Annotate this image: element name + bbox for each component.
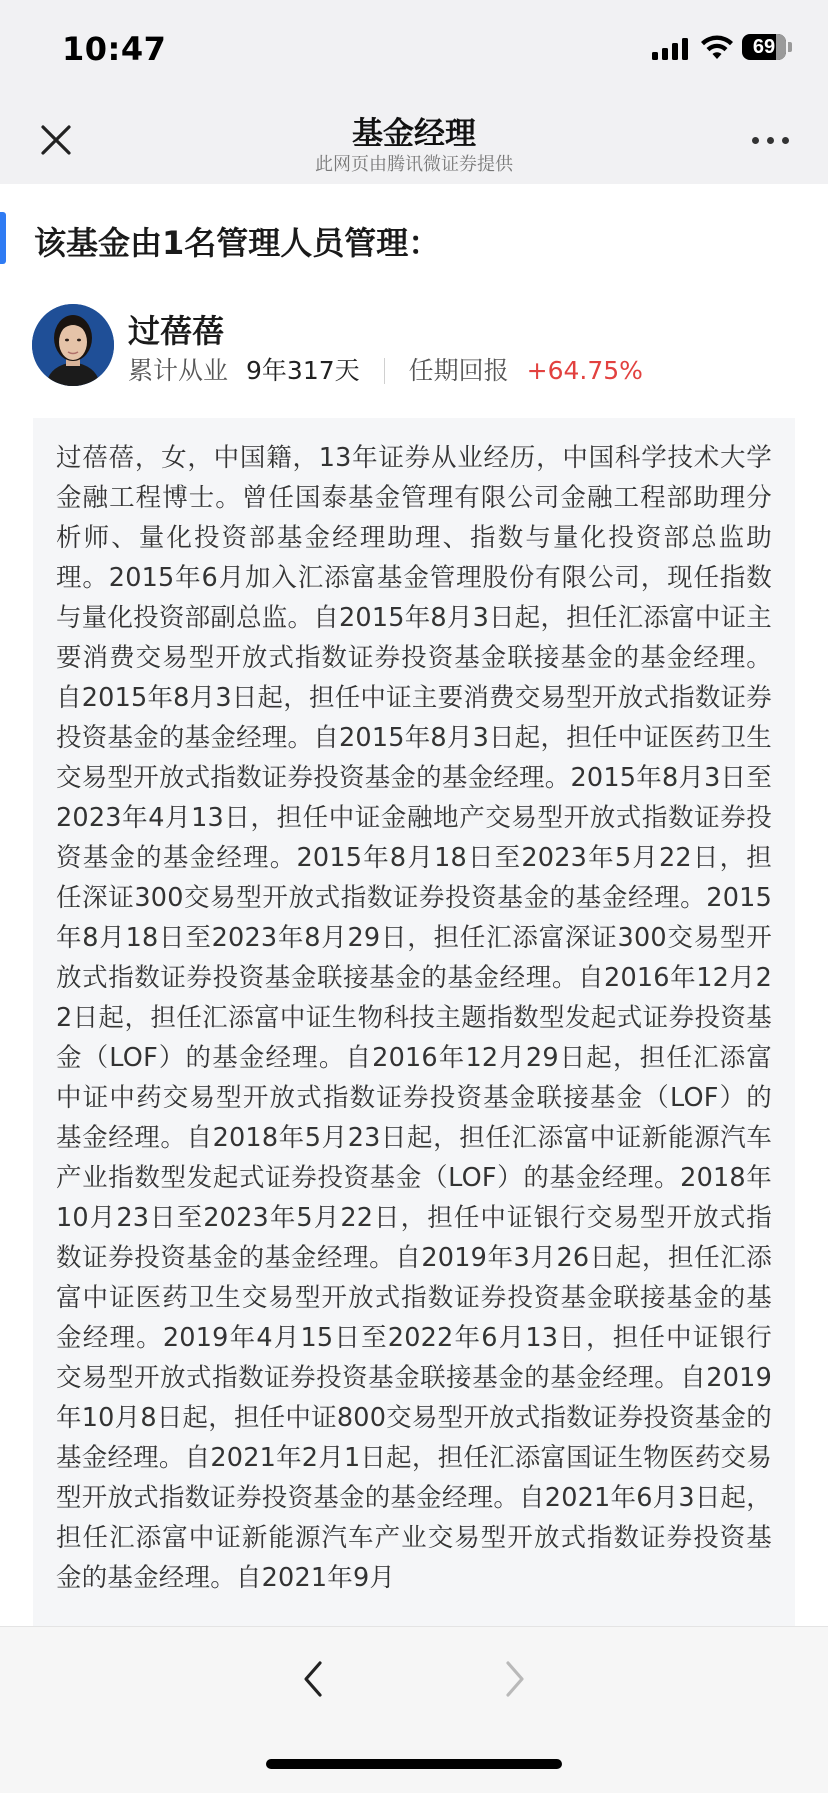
return-value: +64.75% (526, 356, 643, 385)
page-title: 基金经理 (352, 116, 476, 152)
chevron-left-icon[interactable] (292, 1655, 336, 1703)
manager-bio-text: 过蓓蓓，女，中国籍，13年证券从业经历，中国科学技术大学金融工程博士。曾任国泰基金管理有限公司金融工程部助理分析师、量化投资部基金经理助理、指数与量化投资部总监助理。2015年6月加入汇添富基金管理股份有限公司，现任指数与量化投资部副总监。自2015年8月3日起，担任汇添富中证主要消费交易型开放式指数证券投资基金联接基金的基金经理。自2015年8月3日起，担任中证主要消费交易型开放式指数证券投资基金的基金经理。自2015年8月3日起，担任中证医药卫生交易型开放式指数证券投资基金的基金经理。2015年8月3日至2023年4月13日，担任中证金融地产交易型开放式指数证券投资基金的基金经理。2015年8月18日至2023年5月22日，担任深证300交易型开放式指数证券投资基金的基金经理。2015年8月18日至2023年8月29日，担任汇添富深证300交易型开放式指数证券投资基金联接基金的基金经理。自2016年12月22日起，担任汇添富中证生物科技主题指数型发起式证券投资基金（LOF）的基金经理。自2016年12月29日起，担任汇添富中证中药交易型开放式指数证券投资基金联接基金（LOF）的基金经理。自2018年5月23日起，担任汇添富中证新能源汽车产业指数型发起式证券投资基金（LOF）的基金经理。2018年10月23日至2023年5月22日，担任中证银行交易型开放式指数证券投资基金的基金经理。自2019年3月26日起，担任汇添富中证医药卫生交易型开放式指数证券投资基金联接基金的基金经理。2019年4月15日至2022年6月13日，担任中证银行交易型开放式指数证券投资基金联接基金的基金经理。自2019年10月8日起，担任中证800交易型开放式指数证券投资基金的基金经理。自2021年2月1日起，担任汇添富国证生物医药交易型开放式指数证券投资基金的基金经理。自2021年6月3日起，担任汇添富中证新能源汽车产业交易型开放式指数证券投资基金的基金经理。自2021年9月 (56, 443, 772, 1593)
status-bar (0, 0, 828, 98)
tenure-value: 9年317天 (246, 356, 360, 385)
chevron-right-icon (492, 1655, 536, 1703)
manager-bio-box (33, 418, 795, 1626)
more-icon[interactable] (748, 128, 794, 152)
section-accent-bar (0, 212, 6, 264)
battery-icon (742, 34, 792, 60)
section-title: 该基金由1名管理人员管理： (34, 224, 441, 262)
nav-bar (0, 98, 828, 184)
bottom-toolbar (0, 1626, 828, 1793)
return-label: 任期回报 (408, 356, 509, 385)
manager-name: 过蓓蓓 (128, 312, 225, 350)
cellular-signal-icon (652, 38, 690, 60)
stats-divider (384, 358, 385, 384)
status-time: 10:47 (62, 30, 167, 68)
home-indicator[interactable] (266, 1759, 562, 1769)
manager-card[interactable] (32, 304, 812, 390)
main-content[interactable] (0, 184, 828, 1626)
manager-stats (128, 354, 643, 388)
page-subtitle: 此网页由腾讯微证券提供 (315, 154, 513, 175)
tenure-label: 累计从业 (128, 356, 229, 385)
avatar (32, 304, 114, 386)
battery-level: 69 (752, 36, 776, 58)
wifi-icon (700, 34, 734, 62)
